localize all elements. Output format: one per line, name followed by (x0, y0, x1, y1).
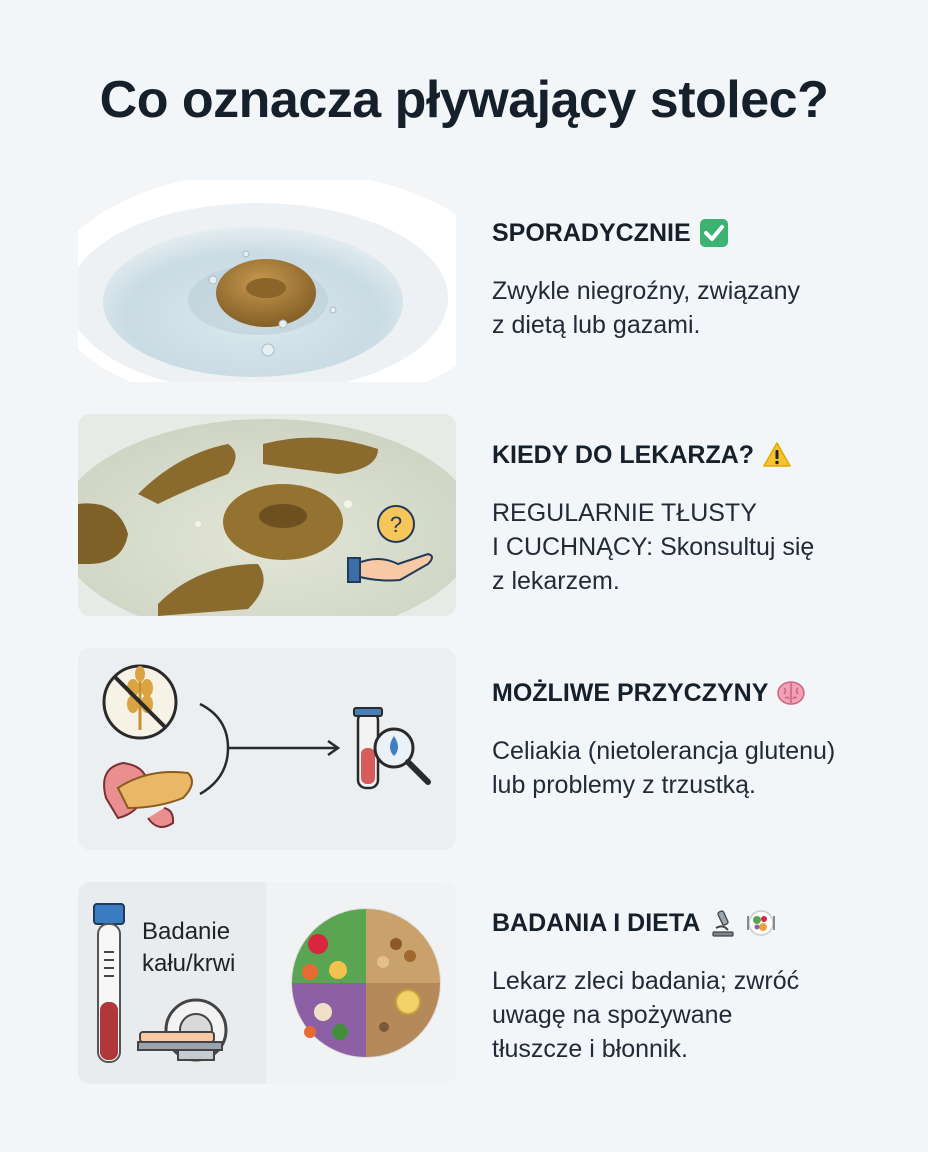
microscope-icon (708, 908, 738, 938)
section-body: REGULARNIE TŁUSTY I CUCHNĄCY: Skonsultuj się z lekarzem. (492, 499, 815, 595)
healthy-food-plate-icon (292, 909, 440, 1057)
section-body: Lekarz zleci badania; zwróć uwagę na spożywane tłuszcze i błonnik. (492, 967, 800, 1063)
lab-test-label: Badanie kału/krwi (142, 918, 236, 977)
warning-icon (762, 440, 792, 470)
section-possible-causes (78, 648, 878, 850)
section-tests-and-diet (78, 882, 878, 1084)
brain-icon (776, 678, 806, 708)
section-heading: KIEDY DO LEKARZA? (492, 440, 892, 470)
section-body: Zwykle niegroźny, związany z dietą lub gazami. (492, 277, 800, 339)
salad-plate-icon (746, 908, 776, 938)
check-mark-icon (699, 218, 729, 248)
section-occasional (78, 180, 878, 382)
tests-and-diet-image (78, 882, 456, 1084)
section-heading: SPORADYCZNIE (492, 218, 892, 248)
page-title: Co oznacza pływający stolec? (99, 71, 829, 129)
section-heading: BADANIA I DIETA (492, 908, 892, 938)
svg-text:?: ? (389, 512, 403, 537)
no-gluten-icon (104, 666, 176, 738)
toilet-multiple-fatty-stools-image (78, 414, 456, 616)
toilet-single-floating-stool-image (78, 180, 456, 382)
section-heading: MOŻLIWE PRZYCZYNY (492, 678, 892, 708)
section-when-to-see-doctor (78, 414, 878, 616)
causes-diagram-image (78, 648, 456, 850)
section-body: Celiakia (nietolerancja glutenu) lub problemy z trzustką. (492, 737, 836, 799)
